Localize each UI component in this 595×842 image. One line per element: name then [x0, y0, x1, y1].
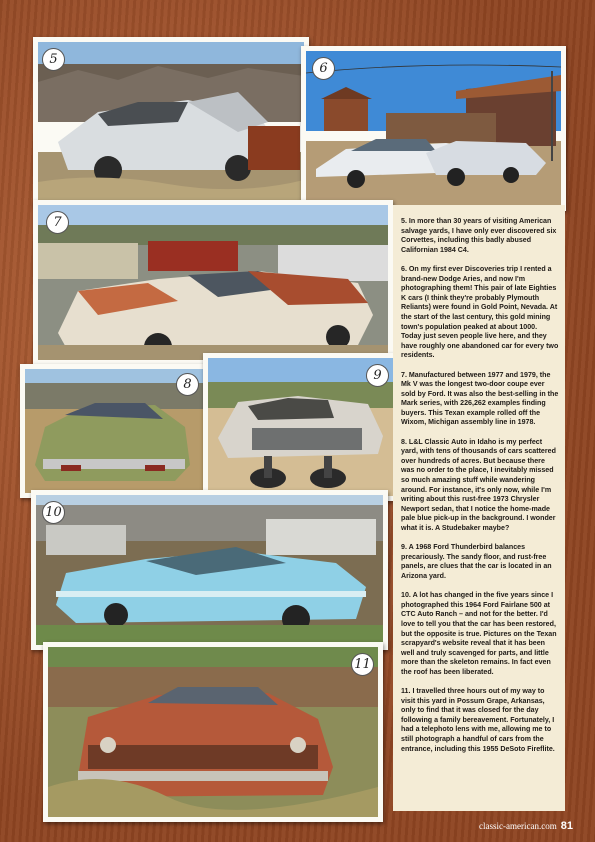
page-footer [479, 820, 573, 832]
photo-10 [31, 490, 388, 650]
caption-8: 8. L&L Classic Auto in Idaho is my perfect yard, with tens of thousands of cars scattered over hundreds of acres. But because there was no order to the place, I inevitably missed so much amazing stuff while wandering around. For instance, it's only now, while I'm writing about this rust-free 1973 Chrysler Newport sedan, that I notice the home-made pale blue pick-up in the background. I wonder what it is. A Studebaker maybe? [401, 437, 556, 532]
caption-7: 7. Manufactured between 1977 and 1979, the Mk V was the longest two-door coupe ever sold by Ford. It was also the best-selling in the Mark series, with 226,262 examples finding buyers. This Texan example rolled off the Wixom, Michigan assembly line in 1978. [401, 370, 559, 427]
photo-7 [33, 200, 393, 365]
photo-number-badge: 11 [351, 653, 374, 676]
photo-number-badge: 8 [176, 373, 199, 396]
photo-9 [203, 353, 398, 501]
caption-5: 5. In more than 30 years of visiting American salvage yards, I have only ever discovered six Corvettes, including this badly abused Californian 1984 C4. [401, 217, 557, 254]
caption-10: 10. A lot has changed in the five years since I photographed this 1964 Ford Fairlane 500 at CTC Auto Ranch – and not for the better. I'd love to tell you that the car has been restored, but the opposite is true. Pictures on the Texan scrapyard's website reveal that it has been well and truly scavenged for parts, and little more than the skeleton remains. In fact even the roof has been liberated. [401, 591, 557, 676]
photo-11 [43, 642, 383, 822]
caption-9: 9. A 1968 Ford Thunderbird balances precariously. The sandy floor, and rust-free panels, are clues that the car is located in an Arizona yard. [401, 543, 552, 580]
footer-site: classic-american.com [479, 821, 557, 831]
photo-5 [33, 37, 309, 207]
caption-6: 6. On my first ever Discoveries trip I rented a brand-new Dodge Aries, and now I'm photographing them! This pair of late Eighties K cars (I think they're probably Plymouth Reliants) were found in Gold Point, Nevada. At the start of the last century, this gold mining town's population peaked at about 1000. Today just seven people live here, and they have roughly one abandoned car for every two residents. [401, 264, 559, 360]
photo-6 [301, 46, 566, 211]
page-number: 81 [560, 820, 573, 832]
photo-8 [20, 364, 208, 498]
photo-number-badge: 6 [312, 57, 335, 80]
photo-number-badge: 10 [42, 501, 65, 524]
captions-column [393, 205, 565, 811]
photo-number-badge: 7 [46, 211, 69, 234]
photo-number-badge: 5 [42, 48, 65, 71]
caption-11: 11. I travelled three hours out of my way to visit this yard in Possum Grape, Arkansas, only to find that it was closed for the day following a family bereavement. Fortunately, I had a telephoto lens with me, allowing me to still photograph a handful of cars from the entrance, including this 1955 DeSoto Fireflite. [401, 687, 555, 753]
photo-number-badge: 9 [366, 364, 389, 387]
